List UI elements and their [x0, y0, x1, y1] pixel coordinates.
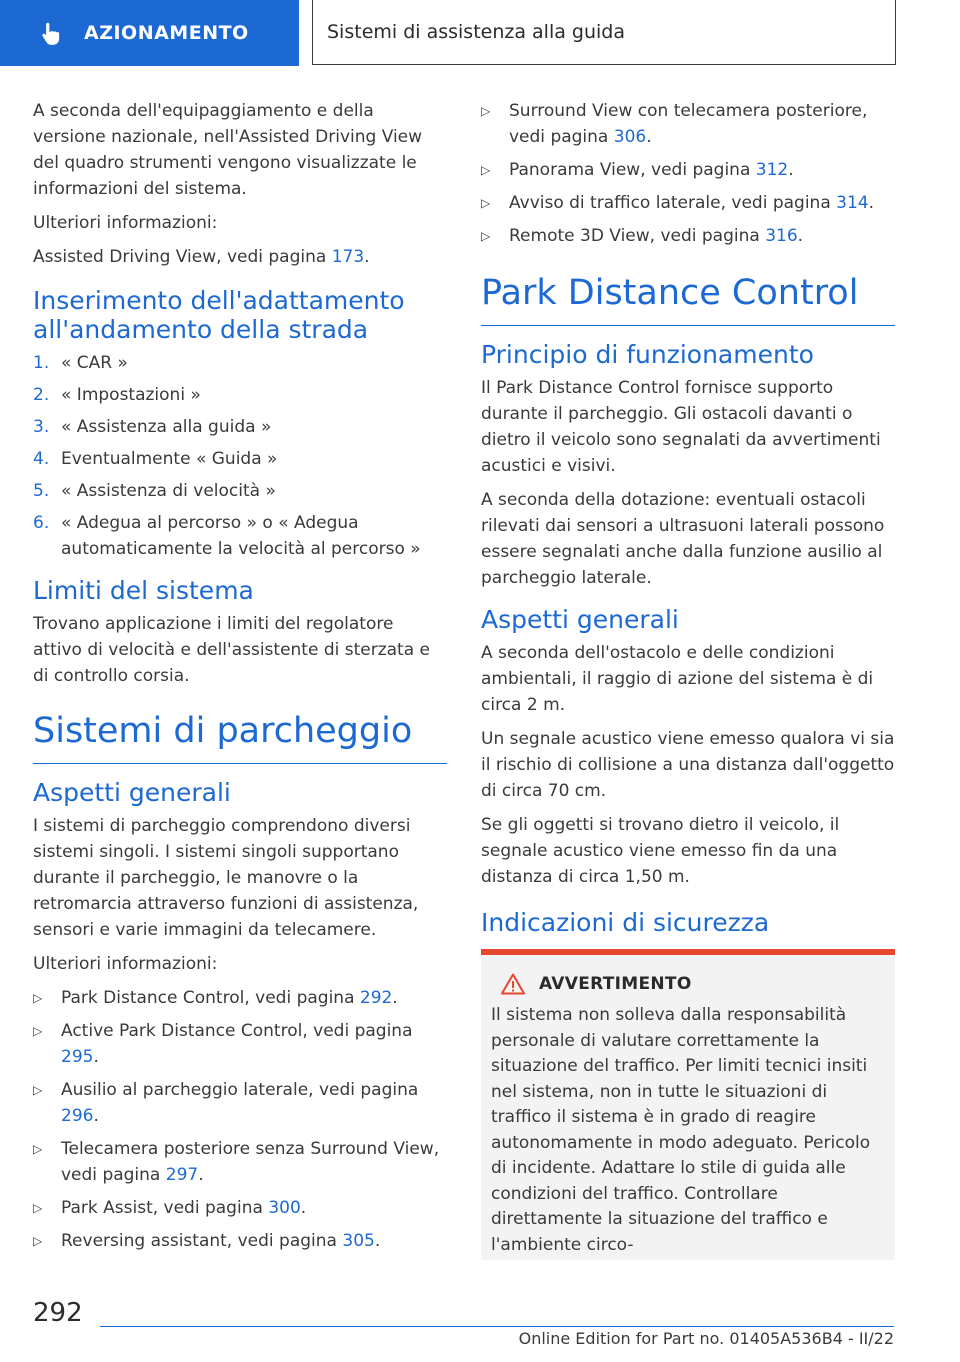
hand-touch-icon [38, 20, 64, 46]
step-item [33, 382, 447, 408]
right-column [481, 98, 895, 1260]
triangle-bullet-icon: ▷ [33, 1083, 43, 1097]
heading-operating-principle: Principio di funzionamento [481, 340, 814, 369]
step-number: 2. [33, 385, 50, 405]
step-text: « Adegua al percorso » o « Adegua automaticamente la velocità al percorso » [61, 513, 421, 559]
list-item: ▷ Ausilio al parcheggio laterale, vedi pagina 296. [33, 1077, 447, 1129]
heading-general-aspects: Aspetti generali [33, 778, 231, 807]
principle-paragraph-2: A seconda della dotazione: eventuali ostacoli rilevati dai sensori a ultrasuoni laterali possono essere segnalati anche dalla funzione ausilio al parcheggio laterale. [481, 490, 885, 588]
triangle-bullet-icon: ▷ [33, 1024, 43, 1038]
step-text: « Impostazioni » [61, 385, 201, 405]
adv-reference: Assisted Driving View, vedi pagina 173. [33, 247, 370, 267]
page-link[interactable]: 300 [268, 1198, 301, 1218]
step-text: « Assistenza di velocità » [61, 481, 276, 501]
step-text: « CAR » [61, 353, 128, 373]
page-number: 292 [33, 1298, 83, 1328]
page-link[interactable]: 297 [165, 1165, 199, 1185]
list-item-text: Surround View con telecamera posteriore, vedi pagina [509, 101, 868, 147]
step-text: « Assistenza alla guida » [61, 417, 272, 437]
chapter-title-box [312, 0, 896, 65]
page-link[interactable]: 295 [61, 1047, 94, 1067]
list-item: ▷ Panorama View, vedi pagina 312. [481, 157, 895, 183]
section-tab[interactable] [0, 0, 299, 66]
step-item [33, 478, 447, 504]
more-info-label-2: Ulteriori informazioni: [33, 954, 218, 974]
warning-text: Il sistema non solleva dalla responsabilità personale di valutare correttamente la situazione del traffico. Per limiti tecnici insiti nel sistema, non in tutte le situazioni di traffico il sistema è in grado di reagire autonomamente in modo adeguato. Pericolo di incidente. Adattare lo stile di guida alle condizioni del traffico. Controllare direttamente la situazione del traffico e l'ambiente circo- [491, 1005, 871, 1255]
parking-systems-list-continued [481, 98, 895, 249]
page-header [0, 0, 960, 66]
list-item-text: Reversing assistant, vedi pagina [61, 1231, 337, 1251]
list-item-text: Active Park Distance Control, vedi pagina [61, 1021, 413, 1041]
step-number: 1. [33, 353, 50, 373]
heading-insert-adaptation: Inserimento dell'adattamento all'andamento della strada [33, 286, 405, 344]
list-item-text: Remote 3D View, vedi pagina [509, 226, 760, 246]
warning-title: AVVERTIMENTO [539, 974, 692, 994]
steps-list [33, 350, 447, 562]
heading-system-limits: Limiti del sistema [33, 576, 254, 605]
heading-general-aspects-pdc: Aspetti generali [481, 605, 679, 634]
step-item [33, 446, 447, 472]
triangle-bullet-icon: ▷ [33, 1201, 43, 1215]
list-item-text: Avviso di traffico laterale, vedi pagina [509, 193, 831, 213]
list-item: ▷ Park Distance Control, vedi pagina 292. [33, 985, 447, 1011]
heading-safety-notes: Indicazioni di sicurezza [481, 908, 770, 937]
step-number: 6. [33, 513, 50, 533]
list-item-text: Ausilio al parcheggio laterale, vedi pagina [61, 1080, 419, 1100]
list-item: ▷ Telecamera posteriore senza Surround View, vedi pagina 297. [33, 1136, 447, 1188]
step-item [33, 350, 447, 376]
limits-paragraph: Trovano applicazione i limiti del regolatore attivo di velocità e dell'assistente di sterzata e di controllo corsia. [33, 614, 431, 686]
list-item: ▷ Avviso di traffico laterale, vedi pagina 314. [481, 190, 895, 216]
adv-page-link[interactable]: 173 [331, 247, 365, 267]
list-item-text: Park Distance Control, vedi pagina [61, 988, 355, 1008]
triangle-bullet-icon: ▷ [481, 229, 491, 243]
section-tab-label: AZIONAMENTO [84, 22, 249, 44]
rear-signal-paragraph: Se gli oggetti si trovano dietro il veicolo, il segnale acustico viene emesso fin da una distanza di circa 1,50 m. [481, 815, 840, 887]
signal-paragraph: Un segnale acustico viene emesso qualora vi sia il rischio di collisione a una distanza dall'oggetto di circa 70 cm. [481, 729, 895, 801]
range-paragraph: A seconda dell'ostacolo e delle condizioni ambientali, il raggio di azione del sistema è di circa 2 m. [481, 643, 874, 715]
triangle-bullet-icon: ▷ [481, 104, 491, 118]
list-item: ▷ Park Assist, vedi pagina 300. [33, 1195, 447, 1221]
left-column [33, 98, 447, 1264]
more-info-label: Ulteriori informazioni: [33, 213, 218, 233]
triangle-bullet-icon: ▷ [481, 196, 491, 210]
page-link[interactable]: 316 [765, 226, 798, 246]
heading-parking-systems: Sistemi di parcheggio [33, 709, 447, 764]
triangle-bullet-icon: ▷ [33, 991, 43, 1005]
page-link[interactable]: 305 [342, 1231, 375, 1251]
step-item [33, 414, 447, 440]
parking-systems-list [33, 985, 447, 1254]
intro-paragraph: A seconda dell'equipaggiamento e della versione nazionale, nell'Assisted Driving View del quadro strumenti vengono visualizzate le informazioni del sistema. [33, 101, 423, 199]
step-number: 3. [33, 417, 50, 437]
footer-divider [100, 1326, 894, 1327]
triangle-bullet-icon: ▷ [33, 1142, 43, 1156]
list-item: ▷ Surround View con telecamera posteriore, vedi pagina 306. [481, 98, 895, 150]
edition-footer: Online Edition for Part no. 01405A536B4 - II/22 [518, 1329, 894, 1348]
page-link[interactable]: 314 [836, 193, 869, 213]
chapter-title: Sistemi di assistenza alla guida [327, 21, 626, 43]
general-paragraph: I sistemi di parcheggio comprendono diversi sistemi singoli. I sistemi singoli supportano durante il parcheggio, le manovre o la retromarcia attraverso funzioni di assistenza, sensori e varie immagini da telecamere. [33, 816, 419, 940]
step-number: 4. [33, 449, 50, 469]
triangle-bullet-icon: ▷ [33, 1234, 43, 1248]
triangle-bullet-icon: ▷ [481, 163, 491, 177]
list-item-text: Telecamera posteriore senza Surround View, vedi pagina [61, 1139, 440, 1185]
page-link[interactable]: 312 [755, 160, 789, 180]
adv-reference-text: Assisted Driving View, vedi pagina [33, 247, 327, 267]
list-item: ▷ Active Park Distance Control, vedi pagina 295. [33, 1018, 447, 1070]
page-link[interactable]: 296 [61, 1106, 94, 1126]
list-item: ▷ Reversing assistant, vedi pagina 305. [33, 1228, 447, 1254]
heading-park-distance-control: Park Distance Control [481, 271, 895, 326]
warning-box [481, 955, 895, 1260]
list-item-text: Park Assist, vedi pagina [61, 1198, 263, 1218]
list-item: ▷ Remote 3D View, vedi pagina 316. [481, 223, 895, 249]
principle-paragraph: Il Park Distance Control fornisce supporto durante il parcheggio. Gli ostacoli davanti o dietro il veicolo sono segnalati da avvertimenti acustici e visivi. [481, 378, 881, 476]
warning-header [491, 973, 885, 995]
list-item-text: Panorama View, vedi pagina [509, 160, 751, 180]
page-link[interactable]: 292 [359, 988, 393, 1008]
warning-triangle-icon [501, 973, 525, 995]
step-number: 5. [33, 481, 50, 501]
page-link[interactable]: 306 [613, 127, 647, 147]
step-text: Eventualmente « Guida » [61, 449, 278, 469]
step-item [33, 510, 447, 562]
